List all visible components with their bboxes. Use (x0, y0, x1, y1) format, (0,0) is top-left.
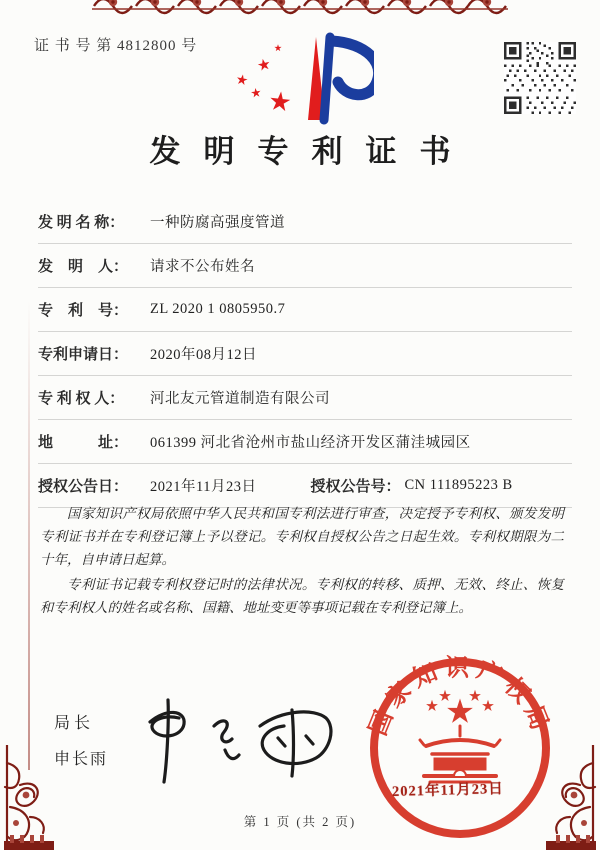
field-value: ZL 2020 1 0805950.7 (150, 301, 286, 317)
legal-paragraph-2: 专利证书记载专利权登记时的法律状况。专利权的转移、质押、无效、终止、恢复和专利权人的姓名或名称、国籍、地址变更等事项记载在专利登记簿上。 (40, 577, 564, 615)
page-number: 第 1 页 (共 2 页) (243, 815, 357, 829)
field-label: 专 利 号： (38, 303, 129, 319)
field-value: CN 111895223 B (404, 477, 513, 493)
field-row-patentee (38, 376, 572, 420)
certificate-title: 发明专利证书 (149, 134, 474, 169)
qr-code (504, 42, 576, 114)
field-value: 2020年08月12日 (150, 347, 257, 363)
legal-text (40, 502, 564, 621)
bottom-left-ornament (0, 745, 58, 850)
seal-date-stamp: 2021年11月23日 (391, 781, 504, 800)
bottom-right-ornament (542, 745, 600, 850)
field-label: 发 明 人： (38, 259, 129, 275)
legal-paragraph-1: 国家知识产权局依照中华人民共和国专利法进行审查，决定授予专利权、颁发发明专利证书并在专利登记簿上予以登记。专利权自授权公告之日起生效。专利权期限为二十年，自申请日起算。 (40, 506, 564, 567)
field-value: 河北友元管道制造有限公司 (150, 391, 330, 407)
grant-date-cell (38, 475, 256, 496)
certificate-number: 证 书 号 第 4812800 号 (34, 38, 198, 54)
field-row-invention-name (38, 200, 572, 244)
page-fold-line (28, 300, 30, 770)
field-row-inventor (38, 244, 572, 288)
field-label: 专 利 权 人： (38, 391, 125, 407)
field-label: 专利申请日： (38, 347, 129, 363)
field-label: 授权公告号： (310, 479, 401, 495)
field-value: 061399 河北省沧州市盐山经济开发区蒲洼城园区 (150, 435, 471, 451)
field-label: 授权公告日： (38, 479, 129, 495)
field-label: 发 明 名 称： (38, 215, 125, 231)
commissioner-signature (132, 692, 347, 797)
field-value: 2021年11月23日 (150, 479, 257, 495)
commissioner-name: 申长雨 (54, 751, 109, 768)
field-row-patent-number (38, 288, 572, 332)
field-value: 一种防腐高强度管道 (150, 215, 285, 231)
commissioner-title: 局长 (54, 715, 95, 732)
field-row-filing-date (38, 332, 572, 376)
certificate-fields (38, 200, 572, 508)
seal-arc-text: 国家知识产权局 (366, 655, 554, 740)
field-value: 请求不公布姓名 (150, 259, 255, 275)
cnipa-patent-logo-icon (226, 30, 374, 128)
field-label: 地 址： (38, 435, 129, 451)
grant-number-cell (310, 475, 512, 496)
field-row-address (38, 420, 572, 464)
top-ornament-border (92, 0, 508, 18)
